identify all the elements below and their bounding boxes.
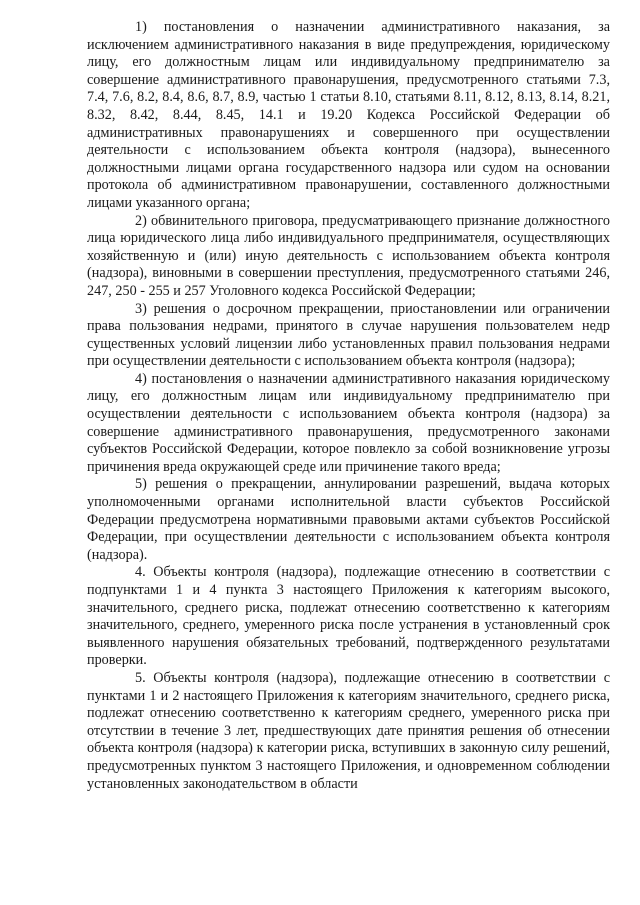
paragraph-subitem-3: 3) решения о досрочном прекращении, приостановлении или ограничении права пользования недрами, принятого в случае нарушения пользователем недр существенных условий лицензии либо установленных правил пользования недрами при осуществлении деятельности с использованием объекта контроля (надзора); — [87, 300, 610, 370]
paragraph-item-5: 5. Объекты контроля (надзора), подлежащие отнесению в соответствии с пунктами 1 и 2 настоящего Приложения к категориям значительного, среднего риска, подлежат отнесению соответственно к категориям среднего, умеренного риска при отсутствии в течение 3 лет, предшествующих дате принятия решения об отнесении объекта контроля (надзора) к категории риска, вступивших в законную силу решений, предусмотренных пунктом 3 настоящего Приложения, и одновременном соблюдении установленных законодательством в области — [87, 669, 610, 792]
paragraph-subitem-5: 5) решения о прекращении, аннулировании разрешений, выдача которых уполномоченными органами исполнительной власти субъектов Российской Федерации предусмотрена нормативными правовыми актами субъектов Российской Федерации, при осуществлении деятельности с использованием объекта контроля (надзора). — [87, 476, 610, 563]
paragraph-subitem-2: 2) обвинительного приговора, предусматривающего признание должностного лица юридического лица либо индивидуального предпринимателя, осуществляющих хозяйственную и (или) иную деятельность с использованием объекта контроля (надзора), виновными в совершении преступления, предусмотренного статьями 246, 247, 250 - 255 и 257 Уголовного кодекса Российской Федерации; — [87, 212, 610, 299]
paragraph-item-4: 4. Объекты контроля (надзора), подлежащие отнесению в соответствии с подпунктами 1 и 4 пункта 3 настоящего Приложения к категориям высокого, значительного, среднего риска, подлежат отнесению соответственно к категориям значительного, среднего, умеренного риска после устранения в установленный срок выявленного нарушения обязательных требований, подтвержденного результатами проверки. — [87, 564, 610, 669]
paragraph-subitem-4: 4) постановления о назначении административного наказания юридическому лицу, его должностным лицам или индивидуальному предпринимателю при осуществлении деятельности с использованием объекта контроля (надзора) за совершение административного правонарушения, предусмотренного законами субъектов Российской Федерации, которое повлекло за собой возникновение угрозы причинения вреда окружающей среде или причинение такого вреда; — [87, 370, 610, 475]
paragraph-subitem-1: 1) постановления о назначении административного наказания, за исключением административного наказания в виде предупреждения, юридическому лицу, его должностным лицам или индивидуальному предпринимателю за совершение административного правонарушения, предусмотренного статьями 7.3, 7.4, 7.6, 8.2, 8.4, 8.6, 8.7, 8.9, частью 1 статьи 8.10, статьями 8.11, 8.12, 8.13, 8.14, 8.21, 8.32, 8.42, 8.44, 8.45, 14.1 и 19.20 Кодекса Российской Федерации об административных правонарушениях и совершенного при осуществлении деятельности с использованием объекта контроля (надзора), вынесенного должностными лицами органа государственного надзора или судом на основании протокола об административном правонарушении, составленного должностными лицами указанного органа; — [87, 19, 610, 211]
